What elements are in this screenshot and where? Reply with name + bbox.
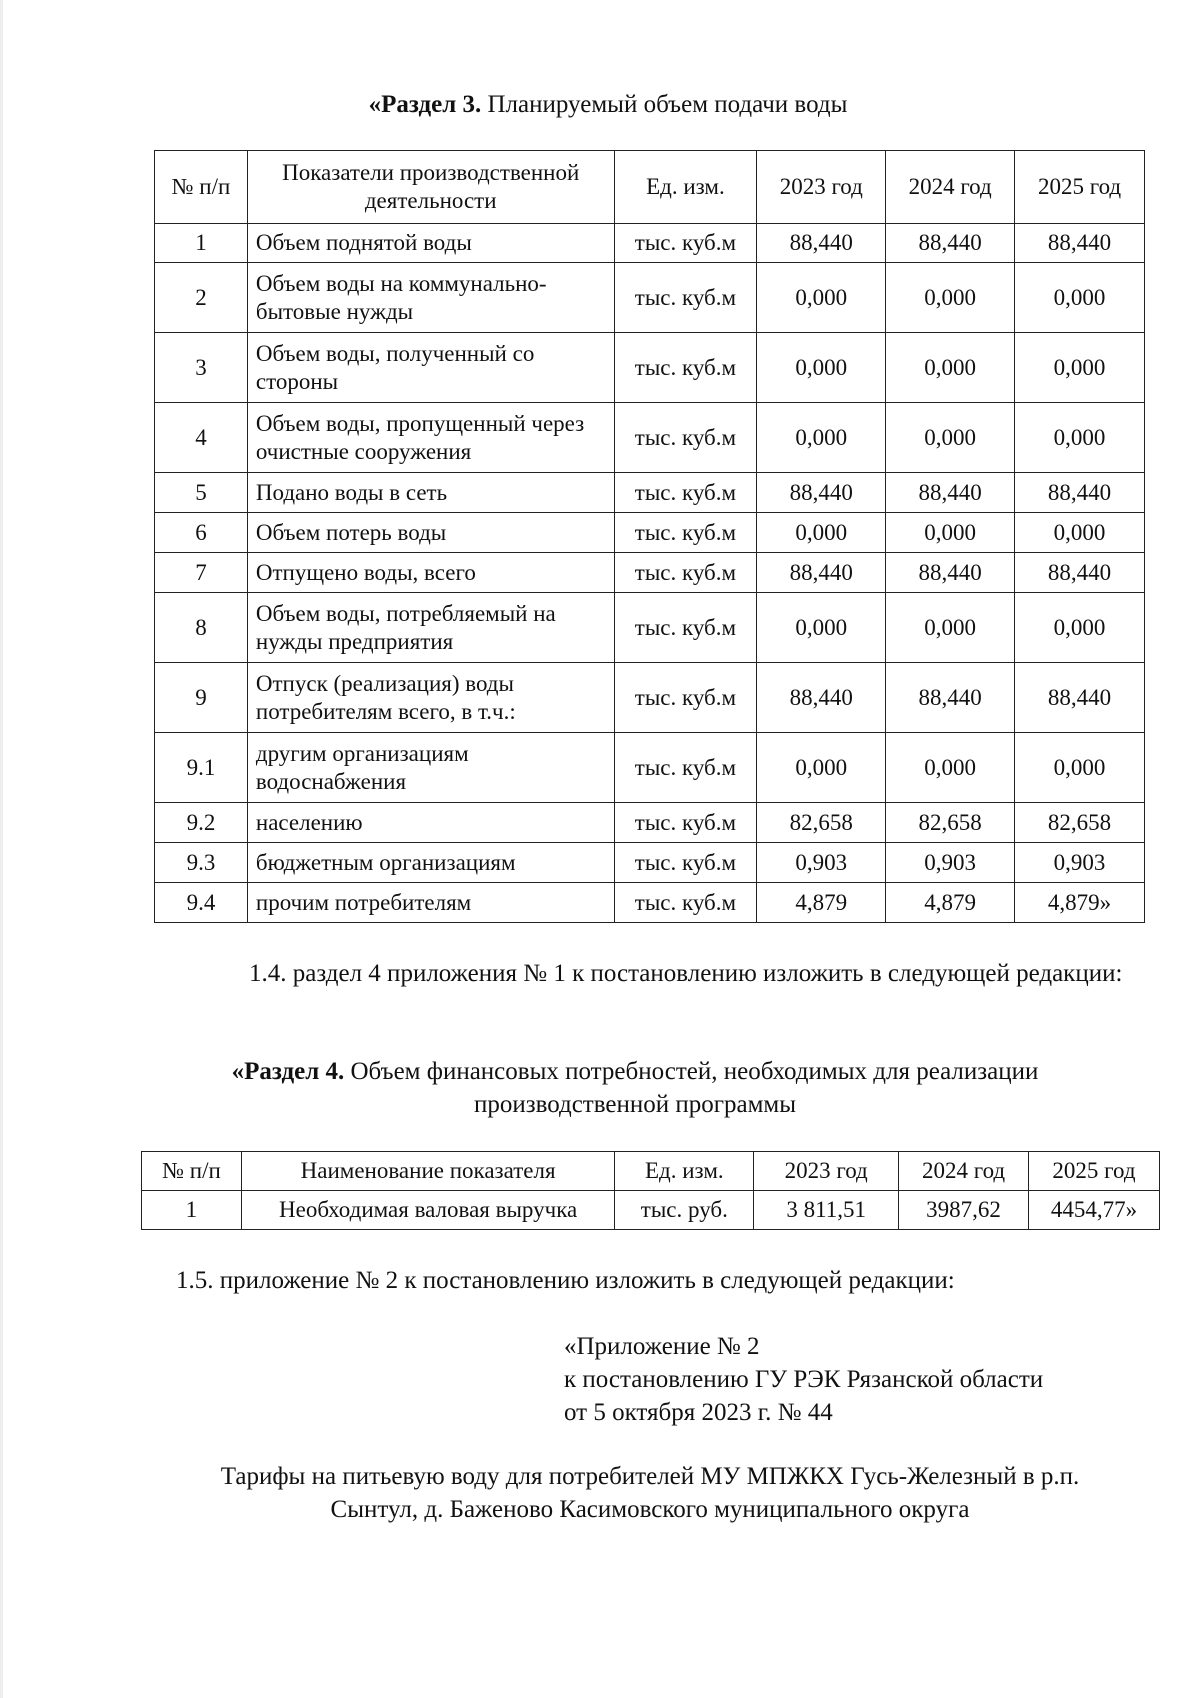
row-indicator: Отпущено воды, всего xyxy=(247,553,614,593)
row-value-2023: 0,000 xyxy=(757,263,886,333)
table-row xyxy=(155,663,1145,733)
tariff-title: Тарифы на питьевую воду для потребителей МУ МПЖКХ Гусь-Железный в р.п. Сынтул, д. Баженово Касимовского муниципального округа xyxy=(220,1463,1080,1523)
row-unit: тыс. куб.м xyxy=(614,883,757,923)
table-row xyxy=(155,843,1145,883)
row-number: 4 xyxy=(155,403,248,473)
table-row xyxy=(155,733,1145,803)
row-value-2023: 82,658 xyxy=(757,803,886,843)
header-number: № п/п xyxy=(155,151,248,224)
row-value-2025: 0,903 xyxy=(1015,843,1145,883)
row-value-2025: 0,000 xyxy=(1015,513,1145,553)
row-number: 7 xyxy=(155,553,248,593)
water-table-header-row xyxy=(155,151,1145,224)
paragraph-1-5: 1.5. приложение № 2 к постановлению изложить в следующей редакции: xyxy=(176,1267,955,1294)
header-unit: Ед. изм. xyxy=(615,1152,754,1191)
row-value-2023: 0,000 xyxy=(757,513,886,553)
row-value-2024: 0,000 xyxy=(886,593,1015,663)
row-indicator: прочим потребителям xyxy=(247,883,614,923)
row-indicator: Объем поднятой воды xyxy=(247,224,614,263)
scan-edge xyxy=(0,0,3,1698)
row-value-2023: 4,879 xyxy=(757,883,886,923)
row-value-2023: 0,000 xyxy=(757,733,886,803)
row-value-2024: 88,440 xyxy=(886,663,1015,733)
row-value-2023: 0,000 xyxy=(757,333,886,403)
row-value-2025: 0,000 xyxy=(1015,403,1145,473)
row-value-2025: 88,440 xyxy=(1015,553,1145,593)
row-value-2025: 0,000 xyxy=(1015,593,1145,663)
row-value-2024: 88,440 xyxy=(886,473,1015,513)
row-unit: тыс. куб.м xyxy=(614,663,757,733)
row-value-2024: 88,440 xyxy=(886,553,1015,593)
section4-bold-title: Раздел 4. xyxy=(244,1058,345,1085)
header-2024: 2024 год xyxy=(899,1152,1029,1191)
row-value-2024: 0,000 xyxy=(886,333,1015,403)
row-number: 3 xyxy=(155,333,248,403)
row-indicator: другим организациям водоснабжения xyxy=(247,733,614,803)
row-unit: тыс. куб.м xyxy=(614,224,757,263)
table-row xyxy=(155,803,1145,843)
row-number: 2 xyxy=(155,263,248,333)
row-indicator: Объем потерь воды xyxy=(247,513,614,553)
row-number: 1 xyxy=(155,224,248,263)
section4-quote: « xyxy=(231,1058,245,1085)
row-indicator: Объем воды на коммунально-бытовые нужды xyxy=(247,263,614,333)
header-unit: Ед. изм. xyxy=(614,151,757,224)
row-number: 9.4 xyxy=(155,883,248,923)
row-value-2025: 88,440 xyxy=(1015,473,1145,513)
row-indicator: Объем воды, полученный со стороны xyxy=(247,333,614,403)
row-number: 9.2 xyxy=(155,803,248,843)
section3-bold-title: Раздел 3. xyxy=(381,91,482,118)
row-unit: тыс. куб.м xyxy=(614,473,757,513)
row-unit: тыс. куб.м xyxy=(614,403,757,473)
row-value-2025: 82,658 xyxy=(1015,803,1145,843)
row-value-2025: 88,440 xyxy=(1015,663,1145,733)
table-row xyxy=(155,513,1145,553)
appendix-line-1: «Приложение № 2 xyxy=(564,1333,760,1360)
row-number: 8 xyxy=(155,593,248,663)
row-indicator: бюджетным организациям xyxy=(247,843,614,883)
appendix-line-3: от 5 октября 2023 г. № 44 xyxy=(564,1399,833,1426)
row-value-2023: 88,440 xyxy=(757,663,886,733)
row-number: 5 xyxy=(155,473,248,513)
row-value-2024: 3987,62 xyxy=(899,1191,1029,1230)
row-value-2024: 0,000 xyxy=(886,513,1015,553)
header-2025: 2025 год xyxy=(1029,1152,1160,1191)
row-value-2025: 0,000 xyxy=(1015,333,1145,403)
section4-heading xyxy=(150,1055,1120,1121)
row-value-2025: 0,000 xyxy=(1015,263,1145,333)
row-value-2024: 4,879 xyxy=(886,883,1015,923)
header-indicator-name: Наименование показателя xyxy=(241,1152,615,1191)
financial-needs-table xyxy=(141,1151,1160,1230)
row-number: 1 xyxy=(142,1191,242,1230)
section3-title-rest: Планируемый объем подачи воды xyxy=(481,91,848,118)
row-unit: тыс. куб.м xyxy=(614,513,757,553)
row-value-2023: 88,440 xyxy=(757,473,886,513)
row-indicator: Объем воды, пропущенный через очистные сооружения xyxy=(247,403,614,473)
row-value-2024: 88,440 xyxy=(886,224,1015,263)
row-value-2024: 0,903 xyxy=(886,843,1015,883)
row-number: 9.1 xyxy=(155,733,248,803)
row-value-2023: 0,903 xyxy=(757,843,886,883)
row-value-2023: 88,440 xyxy=(757,553,886,593)
table-row xyxy=(155,473,1145,513)
row-value-2025: 0,000 xyxy=(1015,733,1145,803)
header-number: № п/п xyxy=(142,1152,242,1191)
row-unit: тыс. куб.м xyxy=(614,843,757,883)
row-number: 9 xyxy=(155,663,248,733)
row-value-2025: 4454,77» xyxy=(1029,1191,1160,1230)
table-row xyxy=(155,403,1145,473)
header-2023: 2023 год xyxy=(757,151,886,224)
row-unit: тыс. куб.м xyxy=(614,593,757,663)
header-2023: 2023 год xyxy=(754,1152,899,1191)
row-value-2023: 0,000 xyxy=(757,593,886,663)
row-value-2023: 0,000 xyxy=(757,403,886,473)
water-supply-table xyxy=(154,150,1145,923)
row-unit: тыс. куб.м xyxy=(614,553,757,593)
row-value-2025: 4,879» xyxy=(1015,883,1145,923)
row-unit: тыс. куб.м xyxy=(614,733,757,803)
row-indicator: Необходимая валовая выручка xyxy=(241,1191,615,1230)
table-row xyxy=(155,883,1145,923)
table-row xyxy=(155,263,1145,333)
header-indicator: Показатели производственной деятельности xyxy=(247,151,614,224)
section3-heading xyxy=(150,88,1066,121)
header-2024: 2024 год xyxy=(886,151,1015,224)
row-indicator: Объем воды, потребляемый на нужды предприятия xyxy=(247,593,614,663)
table-row xyxy=(142,1191,1160,1230)
row-indicator: Отпуск (реализация) воды потребителям всего, в т.ч.: xyxy=(247,663,614,733)
paragraph-1-4: 1.4. раздел 4 приложения № 1 к постановлению изложить в следующей редакции: xyxy=(249,960,1123,987)
row-value-2024: 82,658 xyxy=(886,803,1015,843)
row-number: 9.3 xyxy=(155,843,248,883)
row-indicator: населению xyxy=(247,803,614,843)
row-value-2023: 88,440 xyxy=(757,224,886,263)
table-row xyxy=(155,333,1145,403)
row-value-2025: 88,440 xyxy=(1015,224,1145,263)
table-row xyxy=(155,593,1145,663)
row-unit: тыс. руб. xyxy=(615,1191,754,1230)
appendix-line-2: к постановлению ГУ РЭК Рязанской области xyxy=(564,1366,1044,1393)
row-value-2023: 3 811,51 xyxy=(754,1191,899,1230)
header-2025: 2025 год xyxy=(1015,151,1145,224)
finance-table-header-row xyxy=(142,1152,1160,1191)
section4-title-rest: Объем финансовых потребностей, необходимых для реализации производственной программы xyxy=(344,1058,1039,1118)
row-unit: тыс. куб.м xyxy=(614,333,757,403)
row-number: 6 xyxy=(155,513,248,553)
row-unit: тыс. куб.м xyxy=(614,263,757,333)
row-value-2024: 0,000 xyxy=(886,263,1015,333)
row-value-2024: 0,000 xyxy=(886,733,1015,803)
row-unit: тыс. куб.м xyxy=(614,803,757,843)
table-row xyxy=(155,553,1145,593)
table-row xyxy=(155,224,1145,263)
section3-quote: « xyxy=(368,91,382,118)
row-indicator: Подано воды в сеть xyxy=(247,473,614,513)
row-value-2024: 0,000 xyxy=(886,403,1015,473)
appendix-header xyxy=(564,1330,1043,1429)
